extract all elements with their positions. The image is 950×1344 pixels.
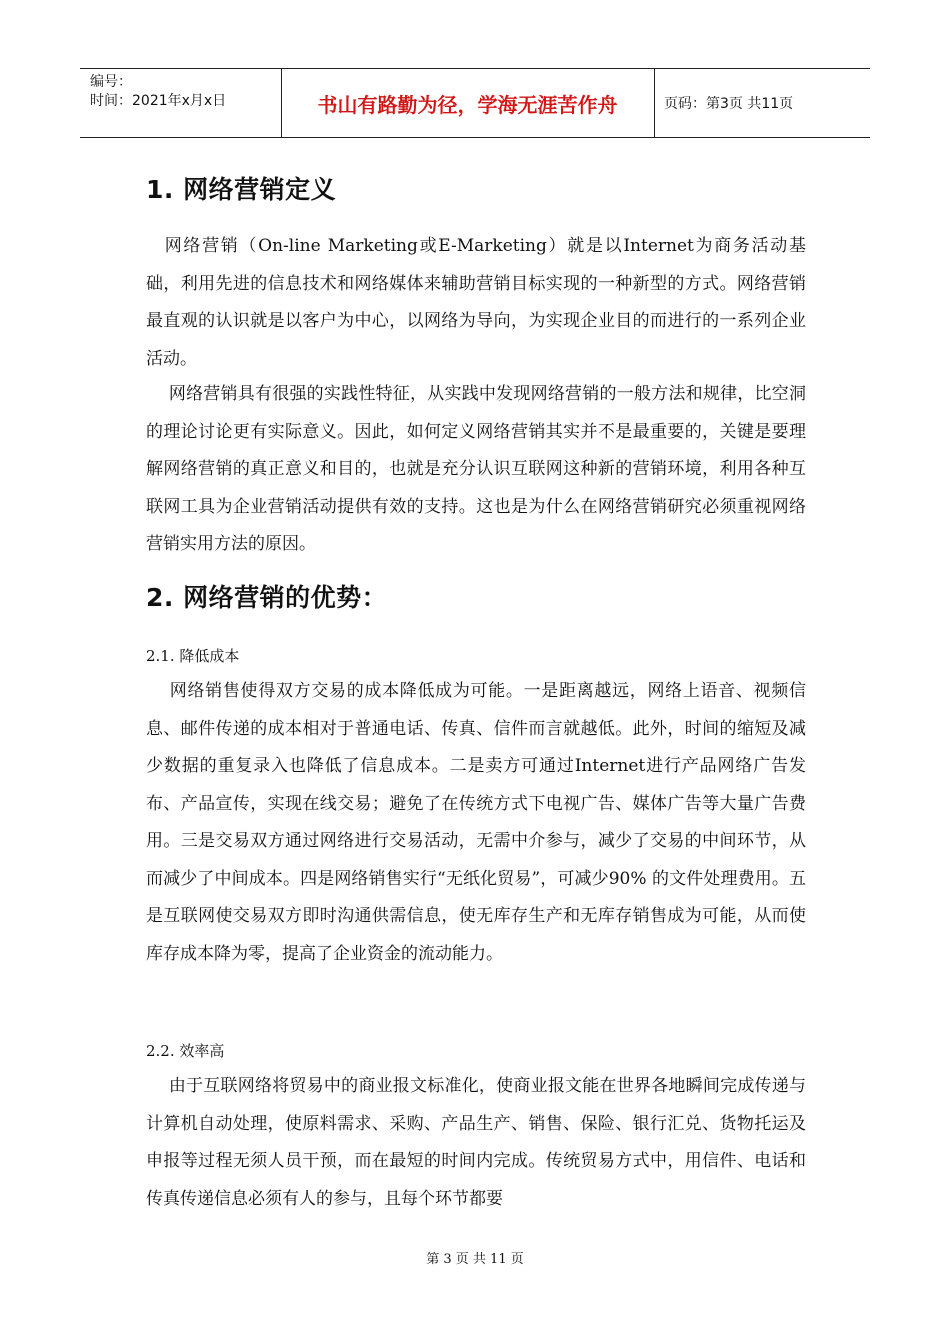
paragraph: 网络营销具有很强的实践性特征，从实践中发现网络营销的一般方法和规律，比空洞的理论讨论更有实际意义。因此，如何定义网络营销其实并不是最重要的，关键是要理解网络营销的真正意义和目的，也就是充分认识互联网这种新的营销环境，利用各种互联网工具为企业营销活动提供有效的支持。这也是为什么在网络营销研究必须重视网络营销实用方法的原因。 [146, 384, 806, 554]
paragraph: 网络销售使得双方交易的成本降低成为可能。一是距离越远，网络上语音、视频信息、邮件传递的成本相对于普通电话、传真、信件而言就越低。此外，时间的缩短及减少数据的重复录入也降低了信息成本。二是卖方可通过Internet进行产品网络广告发布、产品宣传，实现在线交易；避免了在传统方式下电视广告、媒体广告等大量广告费用。三是交易双方通过网络进行交易活动，无需中介参与，减少了交易的中间环节，从而减少了中间成本。四是网络销售实行“无纸化贸易”，可减少90% 的文件处理费用。五是互联网使交易双方即时沟通供需信息，使无库存生产和无库存销售成为可能，从而使库存成本降为零，提高了企业资金的流动能力。 [146, 681, 806, 964]
header-meta [90, 73, 226, 111]
paragraph: 由于互联网络将贸易中的商业报文标准化，使商业报文能在世界各地瞬间完成传递与计算机自动处理，使原料需求、采购、产品生产、销售、保险、银行汇兑、货物托运及申报等过程无须人员干预，而在最短的时间内完成。传统贸易方式中，用信件、电话和传真传递信息必须有人的参与，且每个环节都要 [146, 1076, 806, 1209]
time-label: 时间：2021年x月x日 [90, 93, 227, 109]
subsection-title: 2.1. 降低成本 [146, 647, 240, 665]
header-table [80, 68, 870, 138]
page-footer: 第 3 页 共 11 页 [426, 1252, 524, 1267]
section-title: 2. 网络营销的优势： [146, 583, 388, 612]
paragraph: 网络营销（On-line Marketing或E-Marketing）就是以Internet为商务活动基础，利用先进的信息技术和网络媒体来辅助营销目标实现的一种新型的方式。网络营销最直观的认识就是以客户为中心，以网络为导向，为实现企业目的而进行的一系列企业活动。 [146, 236, 806, 369]
subsection-title: 2.2. 效率高 [146, 1042, 225, 1060]
header-motto: 书山有路勤为径，学海无涯苦作舟 [317, 92, 618, 117]
header-page-info: 页码：第3页 共11页 [664, 96, 794, 112]
section-title: 1. 网络营销定义 [146, 175, 337, 204]
number-label: 编号： [90, 74, 132, 90]
header-divider [654, 69, 655, 137]
